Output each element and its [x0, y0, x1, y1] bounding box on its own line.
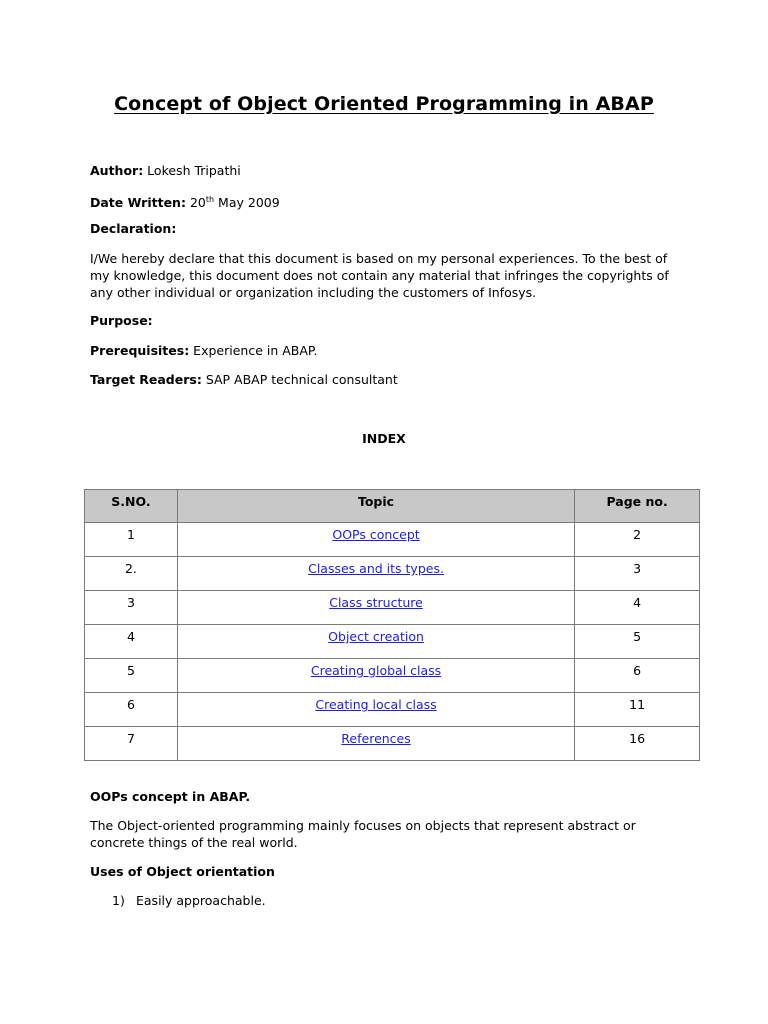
topic-link-classes-types[interactable]: Classes and its types.	[308, 561, 444, 576]
target-readers-line	[90, 371, 690, 388]
column-header-topic: Topic	[177, 490, 574, 523]
author-line	[90, 162, 690, 179]
cell-sno: 3	[85, 591, 178, 625]
list-item-text: Easily approachable.	[136, 893, 266, 908]
cell-page: 6	[575, 659, 700, 693]
section-body: The Object-oriented programming mainly focuses on objects that represent abstract or concrete things of the real world.	[90, 818, 636, 850]
topic-link-oops-concept[interactable]: OOPs concept	[332, 527, 420, 542]
list-item-number: 1)	[112, 893, 125, 908]
table-row	[85, 727, 700, 761]
declaration-label: Declaration:	[90, 221, 177, 236]
author-label: Author:	[90, 163, 144, 178]
cell-sno: 5	[85, 659, 178, 693]
prerequisites-label: Prerequisites:	[90, 343, 190, 358]
table-row	[85, 591, 700, 625]
list-item	[112, 892, 266, 909]
date-suffix: th	[205, 195, 215, 204]
cell-sno: 4	[85, 625, 178, 659]
topic-link-class-structure[interactable]: Class structure	[329, 595, 423, 610]
topic-link-object-creation[interactable]: Object creation	[328, 629, 424, 644]
cell-sno: 7	[85, 727, 178, 761]
cell-topic	[177, 591, 574, 625]
column-header-page: Page no.	[575, 490, 700, 523]
document-title: Concept of Object Oriented Programming in ABAP	[114, 93, 654, 115]
prerequisites-value: Experience in ABAP.	[189, 343, 318, 358]
table-row	[85, 557, 700, 591]
topic-link-references[interactable]: References	[341, 731, 411, 746]
cell-topic	[177, 557, 574, 591]
purpose-label: Purpose:	[90, 313, 153, 328]
cell-sno: 2.	[85, 557, 178, 591]
declaration-text: I/We hereby declare that this document is based on my personal experiences. To the best of my knowledge, this document does not contain any material that infringes the copyrights of any other individual or organization including the customers of Infosys.	[90, 251, 669, 300]
cell-page: 11	[575, 693, 700, 727]
date-label: Date Written:	[90, 195, 186, 211]
date-day: 20	[185, 195, 206, 211]
cell-topic	[177, 523, 574, 557]
index-table	[84, 489, 700, 761]
cell-topic	[177, 659, 574, 693]
cell-page: 16	[575, 727, 700, 761]
uses-heading: Uses of Object orientation	[90, 864, 275, 879]
cell-page: 4	[575, 591, 700, 625]
author-value: Lokesh Tripathi	[143, 163, 241, 178]
date-line	[90, 191, 690, 211]
table-row	[85, 693, 700, 727]
index-heading: INDEX	[362, 431, 406, 446]
target-readers-label: Target Readers:	[90, 372, 202, 387]
column-header-sno: S.NO.	[85, 490, 178, 523]
table-row	[85, 523, 700, 557]
topic-link-creating-local-class[interactable]: Creating local class	[315, 697, 437, 712]
cell-sno: 6	[85, 693, 178, 727]
cell-topic	[177, 693, 574, 727]
index-header-row	[85, 490, 700, 523]
cell-page: 3	[575, 557, 700, 591]
cell-page: 5	[575, 625, 700, 659]
cell-sno: 1	[85, 523, 178, 557]
table-row	[85, 659, 700, 693]
date-rest: May 2009	[214, 195, 280, 211]
target-readers-value: SAP ABAP technical consultant	[201, 372, 398, 387]
section-heading: OOPs concept in ABAP.	[90, 789, 251, 804]
prerequisites-line	[90, 342, 690, 359]
topic-link-creating-global-class[interactable]: Creating global class	[310, 663, 442, 678]
cell-topic	[177, 727, 574, 761]
table-row	[85, 625, 700, 659]
cell-topic	[177, 625, 574, 659]
cell-page: 2	[575, 523, 700, 557]
